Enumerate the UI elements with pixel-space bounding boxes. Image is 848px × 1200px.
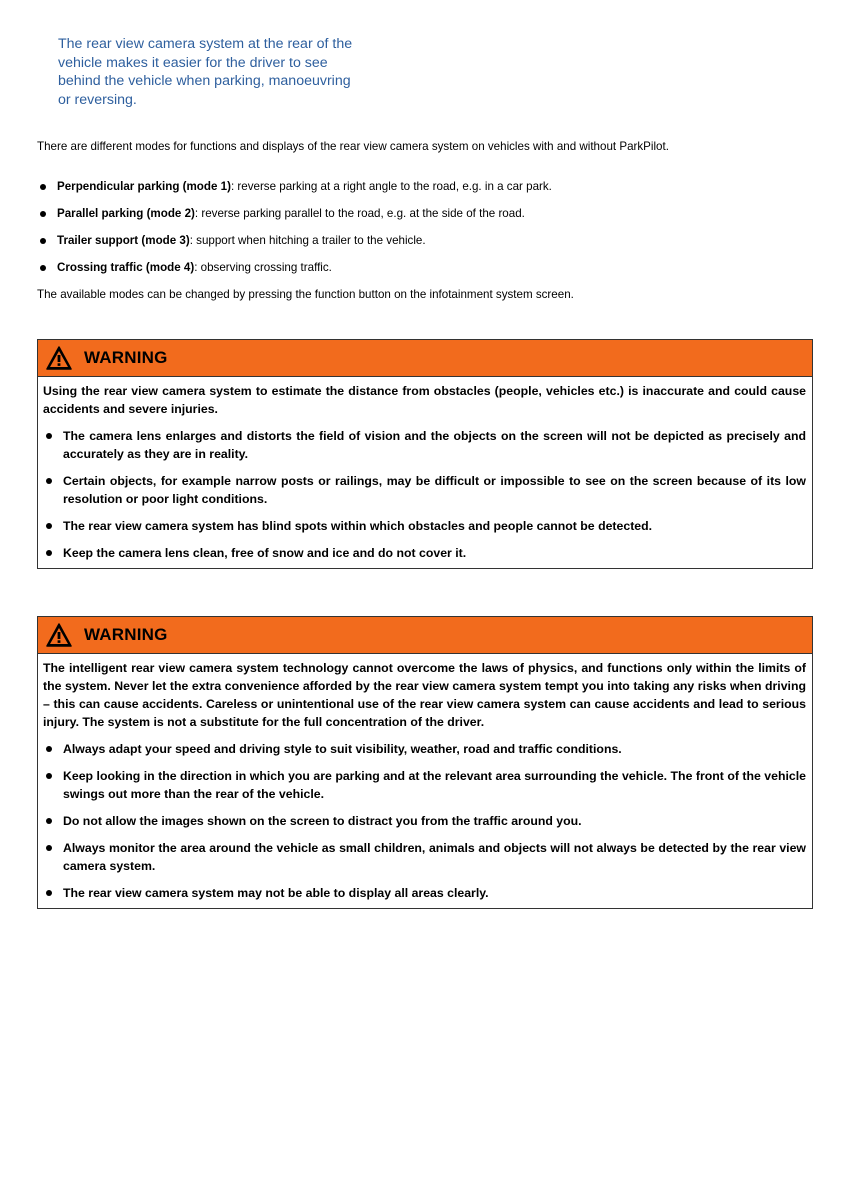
- bullet-icon: [46, 550, 52, 556]
- bullet-icon: [40, 238, 46, 244]
- mode-name: Perpendicular parking (mode 1): [57, 180, 231, 193]
- bullet-icon: [46, 433, 52, 439]
- list-item: [43, 544, 806, 562]
- warning-item-text: The camera lens enlarges and distorts the field of vision and the objects on the screen will not be depicted as precisely and accurately as they are in reality.: [63, 429, 806, 461]
- warning-text: Using the rear view camera system to estimate the distance from obstacles (people, vehicles etc.) is inaccurate and could cause accidents and severe injuries.: [43, 384, 806, 416]
- list-item: [37, 233, 552, 260]
- list-item: [37, 206, 552, 233]
- warning-item-text: Keep the camera lens clean, free of snow and ice and do not cover it.: [63, 546, 467, 560]
- warning-item-text: The rear view camera system has blind spots within which obstacles and people cannot be detected.: [63, 519, 653, 533]
- warning-header: [38, 340, 812, 377]
- warning-item-text: Always monitor the area around the vehicle as small children, animals and objects will not always be detected by the rear view camera system.: [63, 841, 806, 873]
- warning-item-text: The rear view camera system may not be able to display all areas clearly.: [63, 886, 489, 900]
- warning-list: [43, 740, 806, 902]
- bullet-icon: [40, 265, 46, 271]
- warning-box-2: [37, 616, 813, 909]
- list-item: [37, 260, 552, 287]
- warning-body: [38, 654, 812, 908]
- mode-name: Trailer support (mode 3): [57, 234, 190, 247]
- warning-triangle-icon: [46, 623, 72, 647]
- list-item: [43, 884, 806, 902]
- mode-name: Crossing traffic (mode 4): [57, 261, 195, 274]
- mode-desc: : reverse parking parallel to the road, e.g. at the side of the road.: [194, 207, 525, 220]
- bullet-icon: [40, 211, 46, 217]
- list-item: [37, 179, 552, 206]
- warning-title: WARNING: [84, 625, 168, 644]
- list-item: [43, 740, 806, 758]
- modes-list: [37, 179, 552, 287]
- list-item: [43, 767, 806, 803]
- bullet-icon: [40, 184, 46, 190]
- warning-item-text: Do not allow the images shown on the screen to distract you from the traffic around you.: [63, 814, 582, 828]
- warning-item-text: Certain objects, for example narrow posts or railings, may be difficult or impossible to see on the screen because of its low resolution or poor light conditions.: [63, 474, 806, 506]
- warning-item-text: Keep looking in the direction in which you are parking and at the relevant area surrounding the vehicle. The front of the vehicle swings out more than the rear of the vehicle.: [63, 769, 806, 801]
- intro-text: The rear view camera system at the rear of the vehicle makes it easier for the driver to see behind the vehicle when parking, manoeuvring or reversing.: [58, 36, 353, 108]
- list-item: [43, 517, 806, 535]
- warning-title: WARNING: [84, 348, 168, 367]
- warning-text: The intelligent rear view camera system technology cannot overcome the laws of physics, and functions only within the limits of the system. Never let the extra convenience afforded by the rear view camera system tempt you into taking any risks when driving – this can cause accidents. Careless or unintentional use of the rear view camera system can cause accidents and lead to serious injury. The system is not a substitute for the full concentration of the driver.: [43, 661, 806, 729]
- mode-desc: : support when hitching a trailer to the vehicle.: [189, 234, 426, 247]
- bullet-icon: [46, 523, 52, 529]
- mode-desc: : observing crossing traffic.: [194, 261, 332, 274]
- warning-box-1: [37, 339, 813, 569]
- warning-triangle-icon: [46, 346, 72, 370]
- bullet-icon: [46, 890, 52, 896]
- warning-body: [38, 377, 812, 568]
- mode-desc: : reverse parking at a right angle to the road, e.g. in a car park.: [230, 180, 552, 193]
- bullet-icon: [46, 845, 52, 851]
- bullet-icon: [46, 746, 52, 752]
- list-item: [43, 839, 806, 875]
- warning-header: [38, 617, 812, 654]
- modes-intro: There are different modes for functions and displays of the rear view camera system on vehicles with and without ParkPilot.: [37, 140, 669, 153]
- warning-list: [43, 427, 806, 562]
- warning-item-text: Always adapt your speed and driving style to suit visibility, weather, road and traffic conditions.: [63, 742, 622, 756]
- list-item: [43, 812, 806, 830]
- mode-name: Parallel parking (mode 2): [57, 207, 195, 220]
- list-item: [43, 427, 806, 463]
- list-item: [43, 472, 806, 508]
- modes-note: The available modes can be changed by pressing the function button on the infotainment system screen.: [37, 288, 574, 301]
- bullet-icon: [46, 818, 52, 824]
- bullet-icon: [46, 478, 52, 484]
- bullet-icon: [46, 773, 52, 779]
